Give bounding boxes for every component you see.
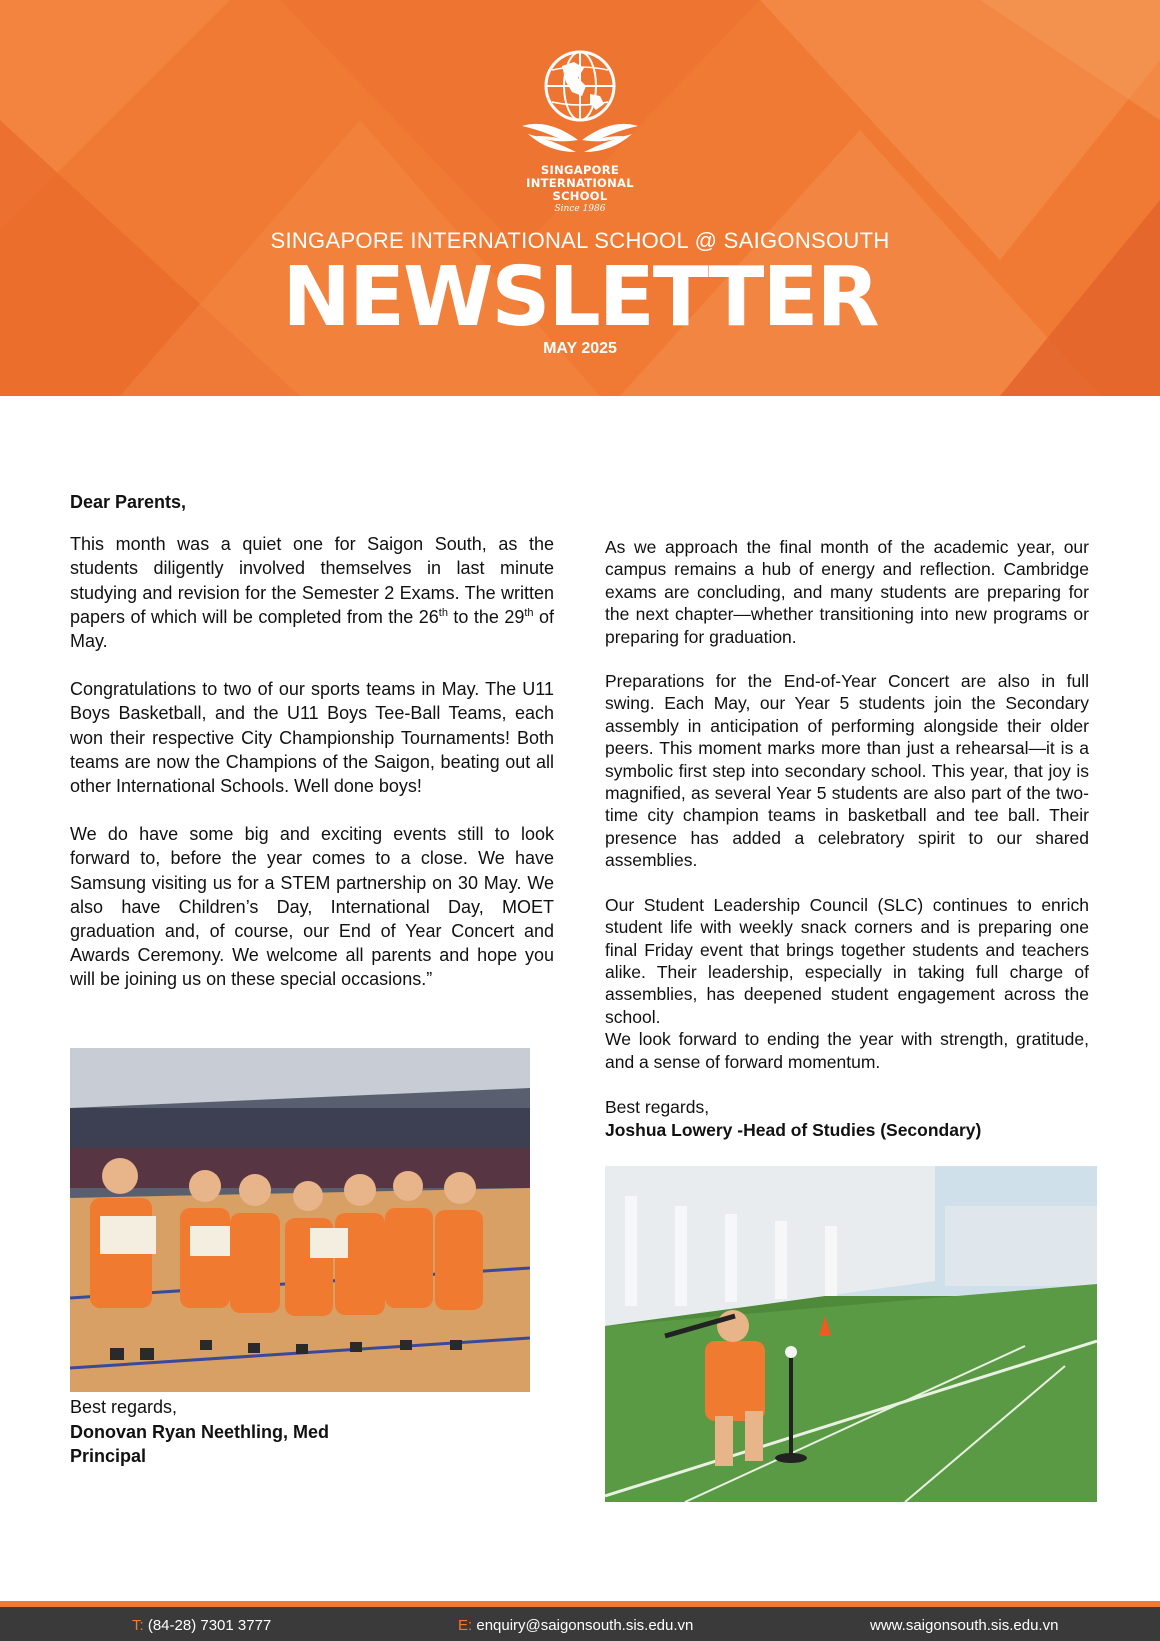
principal-paragraph-3: We do have some big and exciting events still to look forward to, before the year comes to a close. We have Samsung visiting us for a STEM partnership on 30 May. We also have Children’s Day, International Day, MOET graduation and, of course, our End of Year Concert and Awards Ceremony. We welcome all parents and hope you will be joining us on these special occasions.” — [70, 824, 554, 990]
principal-role: Principal — [70, 1446, 147, 1466]
logo-text-line-1: SINGAPORE — [540, 163, 620, 177]
school-name: SINGAPORE INTERNATIONAL SCHOOL @ SAIGONSOUTH — [270, 228, 890, 253]
principal-name: Donovan Ryan Neethling, Med — [70, 1421, 330, 1442]
hos-paragraph-2: Preparations for the End-of-Year Concert are also in full swing. Each May, our Year 5 students join the Secondary assembly in anticipation of performing alongside their older peers. This moment marks more than just a rehearsal—it is a symbolic first step into secondary school. This year, that joy is magnified, as several Year 5 students are also part of the two-time city champion teams in basketball and tee ball. Their presence has added a celebratory spirit to our shared assemblies. — [605, 671, 1089, 871]
closing: Best regards, — [70, 1397, 178, 1417]
school-logo-icon — [518, 44, 642, 162]
salutation: Dear Parents, — [70, 492, 187, 512]
logo-since: Since 1986 — [554, 204, 606, 214]
principal-signature — [70, 1395, 329, 1469]
principal-paragraph-2: Congratulations to two of our sports teams in May. The U11 Boys Basketball, and the U11 Boys Tee-Ball Teams, each won their respective City Championship Tournaments! Both teams are now the Champions of the Saigon, beating out all other International Schools. Well done boys! — [70, 679, 554, 797]
principal-letter — [70, 490, 554, 1016]
principal-paragraph-1: This month was a quiet one for Saigon South, as the students diligently involved themselves in last minute studying and revision for the Semester 2 Exams. The written papers of which will be completed from the 26th to the 29th of May. — [70, 534, 555, 652]
header-banner — [0, 0, 1160, 396]
hos-name: Joshua Lowery -Head of Studies (Secondary) — [605, 1120, 982, 1140]
hos-paragraph-4: We look forward to ending the year with strength, gratitude, and a sense of forward momentum. — [605, 1029, 1089, 1072]
footer-website-link[interactable]: www.saigonsouth.sis.edu.vn — [870, 1617, 1059, 1634]
basketball-team-photo — [70, 1048, 530, 1392]
logo-text-line-3: SCHOOL — [552, 189, 608, 203]
hos-paragraph-3: Our Student Leadership Council (SLC) continues to enrich student life with weekly snack corners and is preparing one final Friday event that brings together students and teachers alike. Their leadership, especially in taking full charge of assemblies, has deepened student engagement across the school. — [605, 894, 1089, 1027]
head-of-studies-letter — [605, 536, 1089, 1095]
hos-signature — [605, 1096, 981, 1142]
footer-phone: T: (84-28) 7301 3777 — [132, 1617, 272, 1634]
footer-email[interactable]: E: enquiry@saigonsouth.sis.edu.vn — [458, 1617, 694, 1634]
footer-contact-bar — [0, 1601, 1160, 1641]
hos-paragraph-1: As we approach the final month of the academic year, our campus remains a hub of energy and reflection. Cambridge exams are concluding, and many students are preparing for the next chapter—whether transitioning into new programs or preparing for graduation. — [605, 537, 1089, 647]
newsletter-title: NEWSLETTER — [282, 250, 878, 345]
logo-text-line-2: INTERNATIONAL — [526, 176, 634, 190]
newsletter-date: MAY 2025 — [543, 340, 617, 357]
hos-closing: Best regards, — [605, 1097, 710, 1117]
tee-ball-photo — [605, 1166, 1097, 1502]
